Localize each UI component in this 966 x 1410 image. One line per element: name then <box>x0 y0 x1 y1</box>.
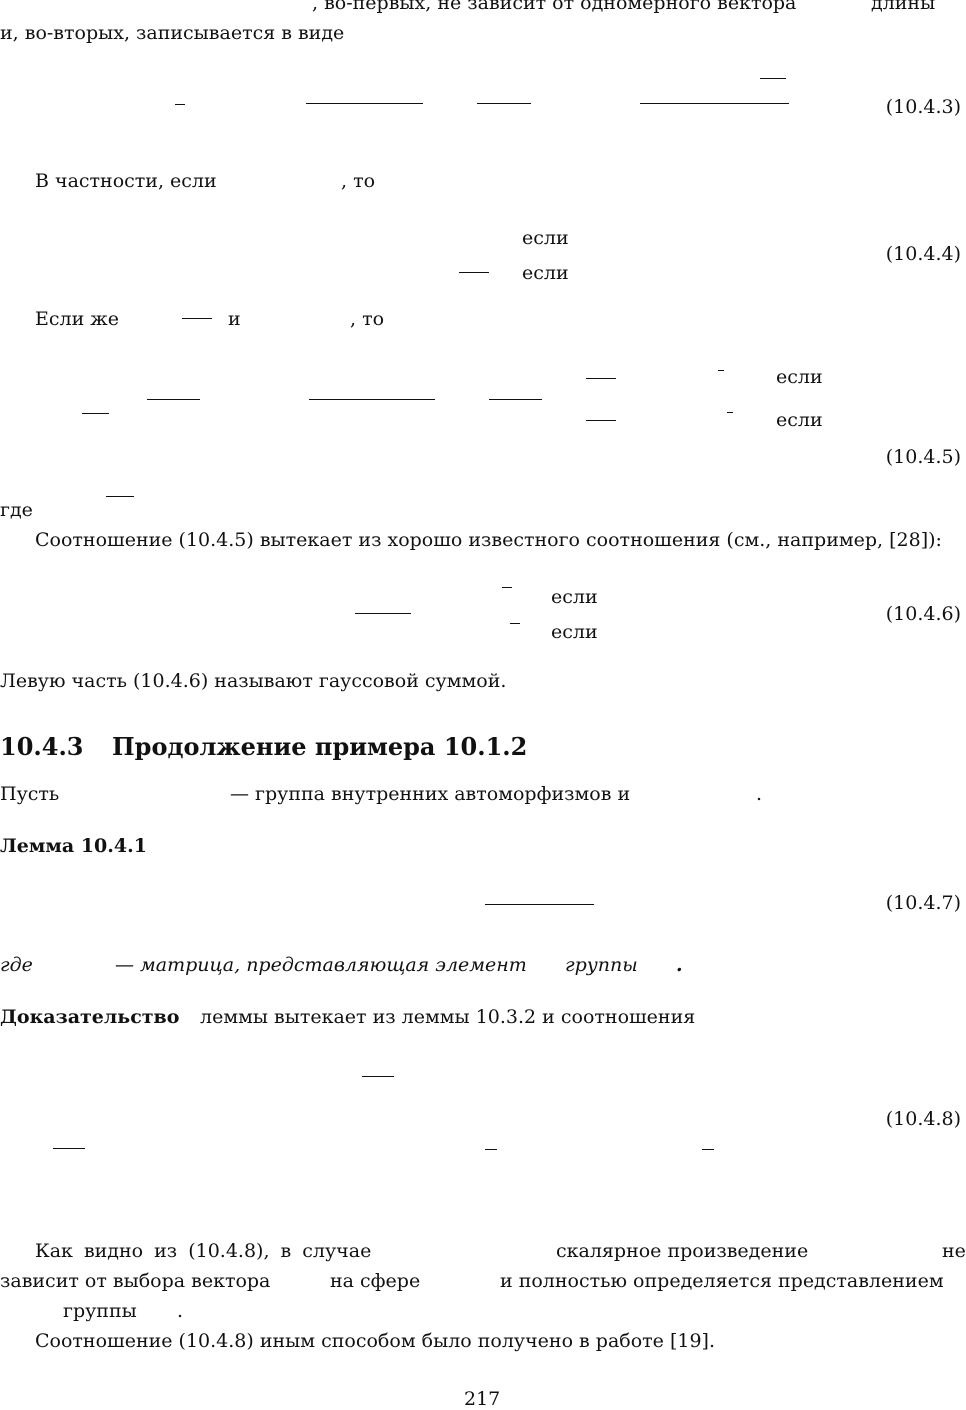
case-condition: если <box>776 409 823 431</box>
paragraph-text: скалярное произведение <box>556 1240 809 1262</box>
paragraph-line: зависит от выбора вектора <box>0 1270 271 1292</box>
paragraph-text: и <box>228 308 241 330</box>
fraction-bar <box>586 420 616 421</box>
paragraph-line-end: длины <box>871 0 936 14</box>
minus-sign <box>727 412 733 413</box>
proof-label: Доказательство <box>0 1006 180 1028</box>
paragraph-line: Если же <box>35 308 120 330</box>
fraction-bar <box>477 103 531 104</box>
fraction-bar <box>489 399 542 400</box>
paragraph-line: Как видно из (10.4.8), в случае <box>35 1240 372 1262</box>
minus-sign <box>485 1149 497 1150</box>
section-number: 10.4.3 <box>0 732 84 761</box>
minus-sign <box>718 370 724 371</box>
fraction-bar <box>182 318 212 319</box>
fraction-bar <box>53 1148 85 1149</box>
paragraph-line: Соотношение (10.4.8) иным способом было получено в работе [19]. <box>35 1330 715 1352</box>
paragraph-text: . <box>756 783 763 805</box>
paragraph-text: не <box>942 1240 966 1262</box>
case-condition: если <box>522 262 569 284</box>
minus-sign <box>502 587 512 588</box>
paragraph-text: где <box>0 499 33 521</box>
fraction-bar <box>640 103 789 104</box>
paragraph-text: — группа внутренних автоморфизмов и <box>230 783 631 805</box>
paragraph-line: Левую часть (10.4.6) называют гауссовой суммой. <box>0 670 507 692</box>
paragraph-text: группы <box>63 1300 137 1322</box>
fraction-bar <box>459 272 489 273</box>
fraction-bar <box>586 378 616 379</box>
minus-sign <box>510 623 520 624</box>
lemma-title: Лемма 10.4.1 <box>0 835 147 857</box>
paragraph-text: . <box>177 1300 184 1322</box>
lemma-text: где <box>0 954 33 976</box>
lemma-text: — матрица, представляющая элемент <box>115 954 527 976</box>
case-condition: если <box>551 586 598 608</box>
minus-sign <box>175 104 185 105</box>
paragraph-line: , во-первых, не зависит от одномерного вектора <box>312 0 797 14</box>
paragraph-text: , то <box>341 170 376 192</box>
equation-number: (10.4.6) <box>885 603 961 625</box>
lemma-text: группы <box>565 954 638 976</box>
paragraph-line: и, во-вторых, записывается в виде <box>0 22 345 44</box>
fraction-bar <box>355 613 411 614</box>
paragraph-line: Соотношение (10.4.5) вытекает из хорошо известного соотношения (см., например, [28]): <box>35 529 942 551</box>
fraction-bar <box>82 413 109 414</box>
paragraph-text: Пусть <box>0 783 60 805</box>
proof-text: леммы вытекает из леммы 10.3.2 и соотношения <box>200 1006 696 1028</box>
fraction-bar <box>485 904 594 905</box>
equation-number: (10.4.4) <box>885 243 961 265</box>
paragraph-text: на сфере <box>330 1270 421 1292</box>
fraction-bar <box>309 399 435 400</box>
paragraph-line: В частности, если <box>35 170 217 192</box>
case-condition: если <box>522 227 569 249</box>
fraction-bar <box>362 1076 394 1077</box>
equation-number: (10.4.7) <box>885 892 961 914</box>
minus-sign <box>702 1149 714 1150</box>
paragraph-text: и полностью определяется представлением <box>500 1270 944 1292</box>
lemma-text: . <box>676 954 683 976</box>
fraction-bar <box>106 496 134 497</box>
equation-number: (10.4.8) <box>885 1108 961 1130</box>
equation-number: (10.4.3) <box>885 96 961 118</box>
fraction-bar <box>147 399 200 400</box>
overline <box>760 78 786 79</box>
fraction-bar <box>306 103 423 104</box>
case-condition: если <box>776 366 823 388</box>
case-condition: если <box>551 621 598 643</box>
section-title: Продолжение примера 10.1.2 <box>112 732 528 761</box>
equation-number: (10.4.5) <box>885 446 961 468</box>
page-number: 217 <box>464 1388 501 1410</box>
paragraph-text: , то <box>350 308 385 330</box>
